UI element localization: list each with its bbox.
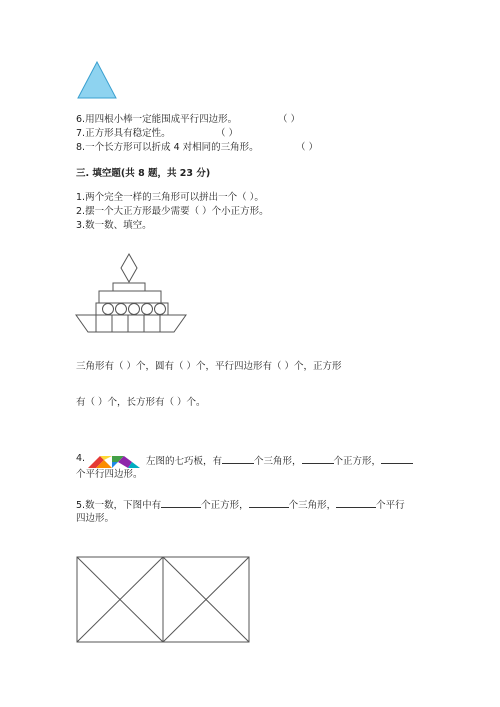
question-8-text: 8.一个长方形可以折成 4 对相同的三角形。 (76, 142, 259, 153)
question-6-answer[interactable]: （ ） (278, 114, 301, 125)
q5-text-3: 个三角形， (288, 500, 337, 511)
fill-question-3-line-2: 有（ ）个，长方形有（ ）个。 (76, 397, 206, 408)
q4-text-1: 左图的七巧板，有 (146, 456, 223, 467)
fill-question-2: 2.摆一个大正方形最少需要（ ）个小正方形。 (76, 206, 269, 217)
fill-question-3: 3.数一数、填空。 (76, 220, 152, 231)
fill-question-3-line-1: 三角形有（ ）个，圆有（ ）个，平行四边形有（ ）个，正方形 (76, 361, 342, 372)
question-7-answer[interactable]: （ ） (216, 128, 239, 139)
question-7-text: 7.正方形具有稳定性。 (76, 128, 171, 139)
q4-text-2: 个三角形， (254, 456, 302, 467)
fill-question-4-number: 4. (76, 453, 86, 464)
q4-text-3: 个正方形， (333, 456, 382, 467)
question-6-text: 6.用四根小棒一定能围成平行四边形。 (76, 114, 238, 125)
section-heading: 三. 填空题(共 8 题，共 23 分) (76, 168, 211, 179)
q5-text-1: 5.数一数，下图中有 (76, 500, 162, 511)
q5-text-2: 个正方形， (201, 500, 249, 511)
fill-question-1: 1.两个完全一样的三角形可以拼出一个（ ）。 (76, 192, 264, 203)
fill-question-4-line-2: 个平行四边形。 (76, 469, 143, 480)
question-8-answer[interactable]: （ ） (296, 142, 319, 153)
q5-text-4: 个平行 (376, 500, 405, 511)
fill-question-5-line-2: 四边形。 (76, 513, 115, 524)
